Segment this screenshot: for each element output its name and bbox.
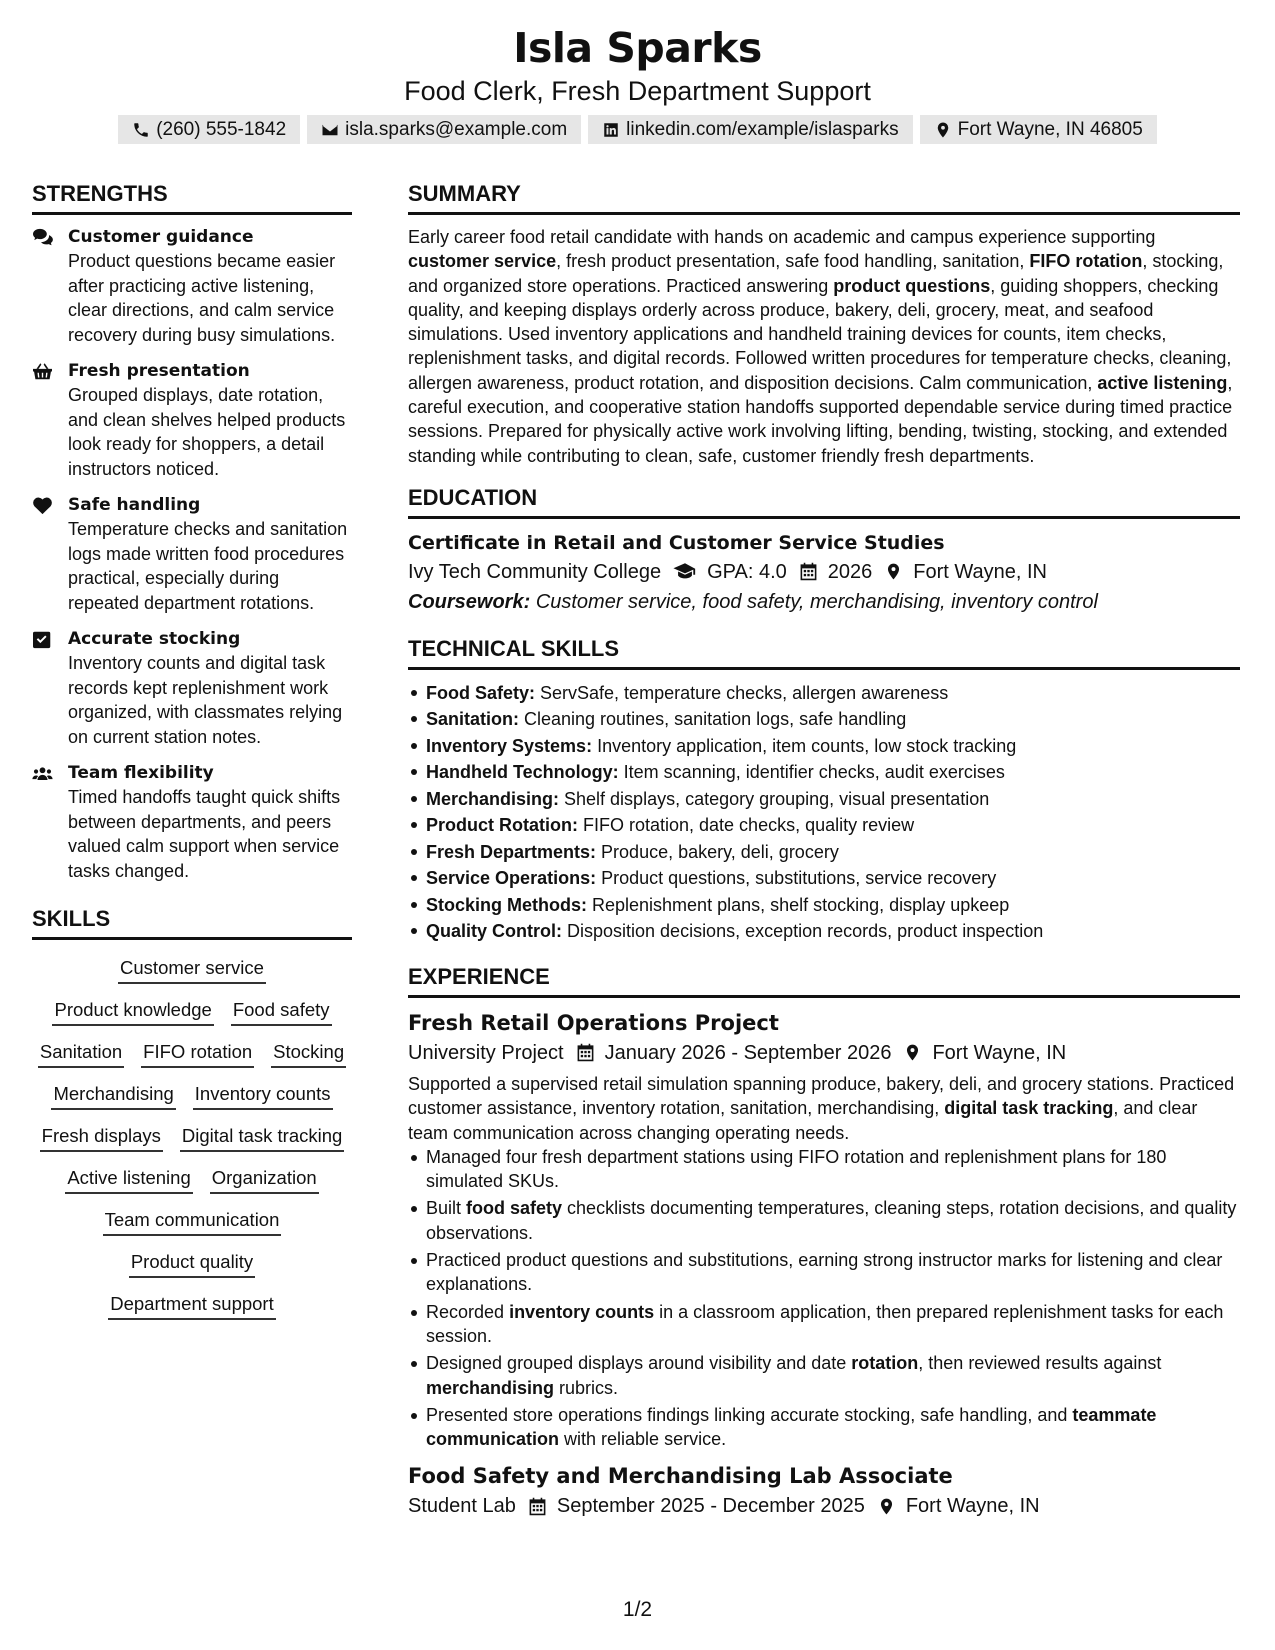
location-pin-icon: [877, 1497, 896, 1516]
school-name: Ivy Tech Community College: [408, 560, 662, 583]
summary-text: [408, 225, 1240, 468]
text-segment: Early career food retail candidate with hands on academic and campus experience supporting: [408, 227, 1156, 247]
technical-skill-label: Quality Control:: [426, 921, 562, 942]
education-heading: EDUCATION: [408, 484, 1240, 519]
heart-icon: [32, 496, 53, 515]
gpa: GPA: 4.0: [707, 560, 787, 583]
skill-tag: Team communication: [103, 1208, 282, 1236]
right-column: [408, 180, 1240, 1521]
contact-linkedin[interactable]: [588, 115, 912, 144]
text-segment: Managed four fresh department stations using FIFO rotation and replenishment plans for 180 simulated SKUs.: [426, 1146, 1167, 1192]
text-segment: checklists documenting temperatures, cleaning steps, rotation decisions, and quality observations.: [426, 1198, 1237, 1243]
bold-keyword: merchandising: [426, 1377, 555, 1398]
technical-skills-list: [408, 680, 1240, 945]
strength-desc: Timed handoffs taught quick shifts between departments, and peers valued calm support when service tasks changed.: [68, 787, 341, 881]
strength-item: [32, 627, 352, 749]
experience-entry: [408, 1008, 1240, 1451]
skill-row: [129, 1250, 255, 1278]
bold-keyword: teammate communication: [426, 1404, 1157, 1450]
technical-skill-value: Replenishment plans, shelf stocking, display upkeep: [587, 894, 1010, 915]
phone-icon: [132, 121, 150, 139]
text-segment: , then reviewed results against: [918, 1353, 1162, 1374]
technical-skill-label: Sanitation:: [426, 709, 519, 730]
text-segment: rubrics.: [554, 1377, 619, 1398]
text-segment: Recorded: [426, 1301, 510, 1322]
summary-heading: SUMMARY: [408, 180, 1240, 215]
job-organization: University Project: [408, 1041, 564, 1064]
candidate-title: Food Clerk, Fresh Department Support: [404, 76, 871, 106]
strength-title: Fresh presentation: [68, 361, 250, 381]
strength-desc: Inventory counts and digital task records kept replenishment work organized, with classmates relying on current station notes.: [68, 653, 343, 747]
job-title: Food Safety and Merchandising Lab Associate: [408, 1464, 953, 1489]
technical-skill-value: FIFO rotation, date checks, quality review: [577, 815, 915, 836]
text-segment: with reliable service.: [559, 1429, 727, 1450]
page-number: 1/2: [622, 1598, 653, 1621]
text-segment: Designed grouped displays around visibility and date: [426, 1353, 852, 1374]
technical-skill-item: [408, 680, 1240, 707]
users-icon: [32, 764, 53, 783]
job-bullets: [408, 1145, 1240, 1452]
skill-tag: Stocking: [271, 1040, 346, 1068]
skill-tag: Product quality: [129, 1250, 255, 1278]
technical-skill-value: Shelf displays, category grouping, visual presentation: [559, 788, 990, 809]
technical-skill-label: Inventory Systems:: [426, 735, 593, 756]
contact-email[interactable]: [307, 115, 581, 144]
coursework-label: Coursework:: [408, 590, 531, 613]
coursework-text: Customer service, food safety, merchandising, inventory control: [535, 590, 1098, 613]
technical-skill-item: [408, 786, 1240, 813]
coursework: [408, 587, 1240, 617]
linkedin-icon: [602, 121, 620, 139]
bold-keyword: FIFO rotation: [1029, 251, 1143, 272]
job-location: Fort Wayne, IN: [905, 1495, 1040, 1518]
skill-row: [51, 1082, 332, 1110]
contact-location[interactable]: [920, 115, 1157, 144]
skill-row: [38, 1040, 346, 1068]
strength-desc: Product questions became easier after practicing active listening, clear directions, and calm service recovery during busy simulations.: [68, 251, 336, 345]
text-segment: Built: [426, 1198, 467, 1219]
technical-skill-item: [408, 918, 1240, 945]
contact-linkedin-text: linkedin.com/example/islasparks: [626, 119, 899, 140]
technical-skill-item: [408, 865, 1240, 892]
strength-desc: Temperature checks and sanitation logs made written food procedures practical, especially during repeated department rotations.: [68, 519, 348, 613]
job-bullet: [408, 1403, 1240, 1452]
text-segment: , stocking, and organized store operations. Practiced answering: [408, 251, 1224, 296]
strength-title: Customer guidance: [68, 227, 254, 247]
job-dates: September 2025 - December 2025: [556, 1495, 865, 1518]
strength-title: Team flexibility: [68, 763, 214, 783]
experience-heading: EXPERIENCE: [408, 963, 1240, 998]
technical-skill-label: Merchandising:: [426, 788, 560, 809]
job-location: Fort Wayne, IN: [932, 1041, 1067, 1064]
text-segment: , guiding shoppers, checking quality, and keeping displays orderly across produce, bakery, deli, grocery, meat, and seafood simulations. Used inventory applications and handheld training devices for counts, item checks, replenishment tasks, and digital records. Followed written procedures for temperature checks, cleaning, allergen awareness, product rotation, and disposition decisions. Calm communication,: [408, 275, 1232, 393]
job-bullet: [408, 1196, 1240, 1245]
location-pin-icon: [934, 121, 952, 139]
job-dates: January 2026 - September 2026: [604, 1041, 892, 1064]
technical-skill-item: [408, 759, 1240, 786]
text-segment: , careful execution, and cooperative station handoffs supported dependable service during timed practice sessions. Prepared for physically active work involving lifting, bending, twisting, stocking, and extended standing while contributing to clean, safe, customer friendly fresh departments.: [408, 372, 1233, 466]
graduation-year: 2026: [827, 560, 873, 583]
skills-list: [32, 952, 352, 1320]
skill-row: [118, 956, 266, 984]
degree-title: Certificate in Retail and Customer Service Studies: [408, 531, 945, 554]
contact-phone[interactable]: [118, 115, 300, 144]
experience-list: [408, 1008, 1240, 1521]
skill-row: [108, 1292, 276, 1320]
skill-tag: Merchandising: [51, 1082, 175, 1110]
strength-item: [32, 761, 352, 883]
bold-keyword: food safety: [466, 1198, 563, 1219]
strength-desc: Grouped displays, date rotation, and clean shelves helped products look ready for shoppers, a detail instructors noticed.: [68, 385, 346, 479]
technical-skill-label: Service Operations:: [426, 868, 597, 889]
strengths-heading: STRENGTHS: [32, 180, 352, 215]
job-description: [408, 1072, 1240, 1145]
technical-skill-value: Product questions, substitutions, service recovery: [596, 868, 997, 889]
calendar-icon: [528, 1497, 547, 1516]
skill-tag: FIFO rotation: [141, 1040, 254, 1068]
job-organization: Student Lab: [408, 1495, 516, 1518]
skill-tag: Department support: [108, 1292, 276, 1320]
bold-keyword: rotation: [851, 1353, 919, 1374]
bold-keyword: product questions: [833, 275, 991, 296]
technical-skill-value: Item scanning, identifier checks, audit exercises: [618, 762, 1005, 783]
bold-keyword: digital task tracking: [944, 1098, 1114, 1119]
job-title: Fresh Retail Operations Project: [408, 1010, 779, 1035]
skill-row: [40, 1124, 345, 1152]
skill-row: [52, 998, 331, 1026]
skill-tag: Active listening: [65, 1166, 192, 1194]
calendar-icon: [576, 1043, 595, 1062]
skill-tag: Product knowledge: [52, 998, 213, 1026]
contact-email-text: isla.sparks@example.com: [345, 119, 568, 140]
skill-tag: Digital task tracking: [180, 1124, 344, 1152]
job-meta: [408, 1038, 1240, 1068]
skill-tag: Inventory counts: [193, 1082, 333, 1110]
job-meta: [408, 1491, 1240, 1521]
technical-skill-value: Produce, bakery, deli, grocery: [596, 841, 839, 862]
job-bullet: [408, 1351, 1240, 1400]
calendar-icon: [799, 562, 818, 581]
technical-skill-value: Cleaning routines, sanitation logs, safe handling: [519, 709, 907, 730]
text-segment: , fresh product presentation, safe food handling, sanitation,: [556, 251, 1030, 272]
skill-tag: Sanitation: [38, 1040, 124, 1068]
skill-tag: Food safety: [231, 998, 332, 1026]
technical-skill-label: Stocking Methods:: [426, 894, 587, 915]
contact-phone-text: (260) 555-1842: [156, 119, 287, 140]
strength-item: [32, 359, 352, 481]
comments-icon: [32, 228, 53, 247]
strength-item: [32, 225, 352, 347]
strength-title: Safe handling: [68, 495, 201, 515]
bold-keyword: active listening: [1097, 372, 1228, 393]
left-column: [32, 180, 352, 1320]
experience-entry: [408, 1461, 1240, 1521]
technical-skill-item: [408, 733, 1240, 760]
checkbox-icon: [32, 630, 53, 649]
technical-skill-value: Inventory application, item counts, low stock tracking: [592, 735, 1017, 756]
candidate-name: Isla Sparks: [513, 24, 762, 72]
job-bullet: [408, 1300, 1240, 1349]
skill-tag: Customer service: [118, 956, 266, 984]
technical-skill-item: [408, 839, 1240, 866]
technical-skill-item: [408, 812, 1240, 839]
basket-icon: [32, 362, 53, 381]
skill-row: [65, 1166, 318, 1194]
technical-skill-value: ServSafe, temperature checks, allergen awareness: [535, 682, 949, 703]
location-pin-icon: [884, 562, 903, 581]
technical-skill-label: Handheld Technology:: [426, 762, 619, 783]
contact-bar: [0, 115, 1275, 144]
bold-keyword: inventory counts: [509, 1301, 655, 1322]
resume-header: [0, 0, 1275, 144]
technical-skill-label: Product Rotation:: [426, 815, 578, 836]
skill-tag: Organization: [210, 1166, 319, 1194]
skills-heading: SKILLS: [32, 905, 352, 940]
job-bullet: [408, 1248, 1240, 1297]
bold-keyword: customer service: [408, 251, 557, 272]
technical-skill-item: [408, 706, 1240, 733]
text-segment: , and clear team communication across changing operating needs.: [408, 1098, 1198, 1143]
text-segment: Practiced product questions and substitutions, earning strong instructor marks for listening and clear explanations.: [426, 1250, 1223, 1295]
graduation-cap-icon: [673, 562, 697, 581]
technical-skill-value: Disposition decisions, exception records, product inspection: [562, 921, 1044, 942]
technical-skill-label: Food Safety:: [426, 682, 536, 703]
location-pin-icon: [903, 1043, 922, 1062]
technical-skill-label: Fresh Departments:: [426, 841, 597, 862]
text-segment: in a classroom application, then prepared replenishment tasks for each session.: [426, 1301, 1224, 1346]
technical-skill-item: [408, 892, 1240, 919]
envelope-icon: [321, 121, 339, 139]
technical-skills-heading: TECHNICAL SKILLS: [408, 635, 1240, 670]
strength-title: Accurate stocking: [68, 629, 241, 649]
contact-location-text: Fort Wayne, IN 46805: [957, 119, 1143, 140]
job-bullet: [408, 1145, 1240, 1194]
skill-tag: Fresh displays: [40, 1124, 163, 1152]
text-segment: Presented store operations findings linking accurate stocking, safe handling, and: [426, 1404, 1073, 1425]
skill-row: [103, 1208, 282, 1236]
school-location: Fort Wayne, IN: [913, 560, 1047, 583]
text-segment: Supported a supervised retail simulation spanning produce, bakery, deli, and grocery stations. Practiced customer assistance, inventory rotation, sanitation, merchandising,: [408, 1073, 1235, 1119]
strength-item: [32, 493, 352, 615]
education-meta: [408, 557, 1240, 587]
